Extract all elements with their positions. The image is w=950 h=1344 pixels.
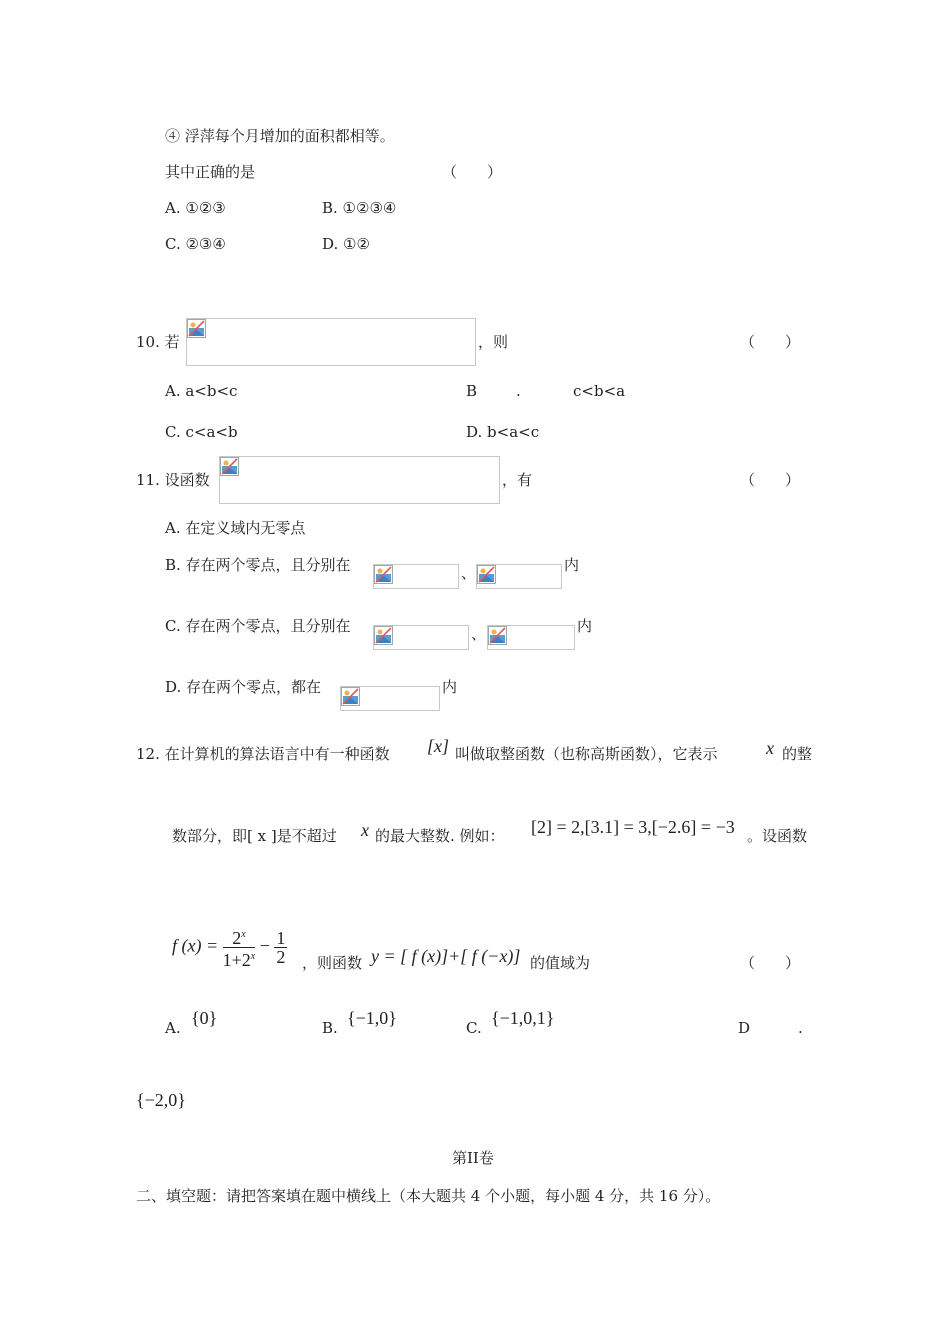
q11-option-d: D. 存在两个零点，都在 [165, 678, 322, 696]
q12-bracket-x: [x] [427, 736, 449, 756]
q11-broken-image [219, 456, 500, 504]
q11-answer-paren: （ ） [740, 471, 801, 489]
q12-f-minus: − [259, 935, 270, 956]
q10-answer-paren: （ ） [740, 333, 801, 351]
q12-line3-a: ，则函数 [302, 954, 363, 972]
broken-image-icon [220, 457, 239, 476]
q9-item-4: ④ 浮萍每个月增加的面积都相等。 [165, 127, 395, 145]
q11-option-b-separator: 、 [461, 564, 477, 582]
q12-line1-a: 12. 在计算机的算法语言中有一种函数 [136, 745, 390, 763]
broken-image-icon [488, 626, 507, 645]
q12-example-equation: [2] = 2,[3.1] = 3,[−2.6] = −3 [531, 817, 735, 837]
fill-in-heading: 二、填空题：请把答案填在题中横线上（本大题共 4 个小题，每小题 4 分，共 16 分）。 [136, 1187, 721, 1205]
broken-image-icon [187, 319, 206, 338]
q12-line3-b: 的值域为 [530, 954, 591, 972]
q12-option-a-set: {0} [191, 1008, 218, 1028]
q11-option-c: C. 存在两个零点，且分别在 [165, 617, 351, 635]
broken-image-icon [477, 565, 496, 584]
q10-option-d: D. b<a<c [466, 423, 540, 441]
q12-function-definition [172, 926, 287, 969]
q11-option-c-separator: 、 [471, 625, 487, 643]
q10-option-b-dot: . [516, 382, 521, 400]
q12-f-den-exp: x [250, 951, 256, 962]
q12-answer-paren: （ ） [740, 954, 801, 972]
q12-f-num-exp: x [241, 929, 246, 940]
q11-c-interval-2-image [487, 625, 575, 650]
q12-option-b-label: B. [322, 1019, 338, 1037]
q11-option-b: B. 存在两个零点，且分别在 [165, 556, 351, 574]
q12-fraction [223, 926, 256, 969]
section-title: 第II卷 [452, 1149, 494, 1167]
q12-line2-x: x [361, 820, 369, 840]
q12-half-num: 1 [276, 928, 286, 948]
q12-half-den: 2 [276, 947, 286, 967]
broken-image-icon [341, 687, 360, 706]
q12-f-den: 1+2 [222, 950, 251, 970]
q12-line1-b: 叫做取整函数（也称高斯函数），它表示 [455, 745, 718, 763]
q9-option-b: B. ①②③④ [322, 199, 397, 217]
q12-option-d-label: D [738, 1019, 751, 1037]
q12-f-lhs: f (x) = [172, 935, 219, 956]
q12-option-c-set: {−1,0,1} [491, 1008, 555, 1028]
broken-image-icon [374, 565, 393, 584]
q12-option-d-dot: . [798, 1019, 803, 1037]
q12-line2-a: 数部分，即[ x ]是不超过 [172, 827, 337, 845]
q12-half [274, 929, 287, 966]
q11-c-interval-1-image [373, 625, 469, 650]
q12-option-d-set: {−2,0} [136, 1090, 186, 1110]
q11-number: 11. 设函数 [136, 471, 210, 489]
q12-composite-function: y = [ f (x)]+[ f (−x)] [371, 946, 521, 966]
q10-number: 10. 若 [136, 333, 180, 351]
q12-line1-x: x [766, 738, 774, 758]
q12-option-b-set: {−1,0} [347, 1008, 397, 1028]
q11-b-interval-2-image [476, 564, 562, 589]
q9-option-c: C. ②③④ [165, 235, 226, 253]
q10-option-b-letter: B [466, 382, 478, 400]
q9-prompt: 其中正确的是 [165, 163, 256, 181]
q12-f-num: 2 [232, 928, 242, 948]
q10-broken-image [186, 318, 476, 366]
q11-option-b-end: 内 [564, 556, 580, 574]
q11-option-c-end: 内 [577, 617, 593, 635]
q11-b-interval-1-image [373, 564, 459, 589]
q12-line1-c: 的整 [782, 745, 813, 763]
q10-option-a: A. a<b<c [165, 382, 238, 400]
q9-answer-paren: （ ） [442, 163, 503, 181]
q10-option-b-text: c<b<a [573, 382, 626, 400]
q10-then: ，则 [478, 333, 509, 351]
q12-line2-b: 的最大整数. 例如： [375, 827, 505, 845]
q11-have: ，有 [502, 471, 533, 489]
broken-image-icon [374, 626, 393, 645]
q12-option-a-label: A. [165, 1019, 181, 1037]
q9-option-a: A. ①②③ [165, 199, 226, 217]
q10-option-c: C. c<a<b [165, 423, 238, 441]
q11-d-interval-image [340, 686, 440, 711]
q11-option-d-end: 内 [442, 678, 458, 696]
q11-option-a: A. 在定义域内无零点 [165, 519, 306, 537]
q9-option-d: D. ①② [322, 235, 370, 253]
q12-option-c-label: C. [466, 1019, 482, 1037]
q12-line2-c: 。设函数 [747, 827, 808, 845]
